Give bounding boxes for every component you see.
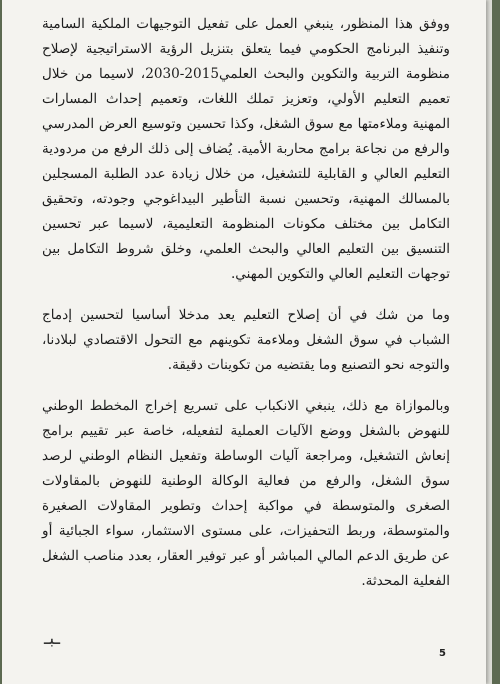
paragraph-3: وبالموازاة مع ذلك، ينبغي الانكباب على تسريع إخراج المخطط الوطني للنهوض بالشغل ووضع الآليات العملية لتفعيله، خاصة عبر تقييم برامج إنعاش التشغيل، ومراجعة آليات الوساطة وتفعيل النظام الوطني لرصد سوق الشغل، والرفع من فعالية الوكالة الوطنية للنهوض بالمقاولات الصغرى والمتوسطة في مواكبة إحداث وتطوير المقاولات الصغيرة والمتوسطة، وربط التحفيزات، على مستوى الاستثمار، سواء الجبائية أو عن طريق الدعم المالي المباشر أو عبر توفير العقار، بعدد مناصب الشغل الفعلية المحدثة. (42, 398, 450, 589)
page-number: 5 (439, 648, 446, 659)
paragraph-1: ووفق هذا المنظور، ينبغي العمل على تفعيل التوجيهات الملكية السامية وتنفيذ البرنامج الحكومي فيما يتعلق بتنزيل الرؤية الاستراتيجية لإصلاح منظومة التربية والتكوين والبحث العلمي2015-2030، لاسيما من خلال تعميم التعليم الأولي، وتعزيز تملك اللغات، وتعميم إحداث المسارات المهنية وملاءمتها مع سوق الشغل، وكذا تحسين وتوسيع العرض المدرسي والرفع من نجاعة برامج محاربة الأمية. يُضاف إلى ذلك الرفع من مردودية التعليم العالي و القابلية للتشغيل، من خلال زيادة عدد الطلبة المسجلين بالمسالك المهنية، وتحسين نسبة التأطير البيداغوجي وجودته، وتحقيق التكامل بين مختلف مكونات المنظومة التعليمية، لاسيما عبر تحسين التنسيق بين التعليم العالي والبحث العلمي، وخلق شروط التكامل بين توجهات التعليم العالي والتكوين المهني. (42, 16, 450, 282)
body-text (42, 12, 450, 594)
handwritten-mark: ـبـ (44, 628, 60, 649)
paragraph-2: وما من شك في أن إصلاح التعليم يعد مدخلا أساسيا لتحسين إدماج الشباب في سوق الشغل وملاءمة تكوينهم مع التحول الاقتصادي لبلادنا، والتوجه نحو التصنيع وما يقتضيه من تكوينات دقيقة. (42, 307, 450, 373)
book-page (2, 0, 486, 684)
